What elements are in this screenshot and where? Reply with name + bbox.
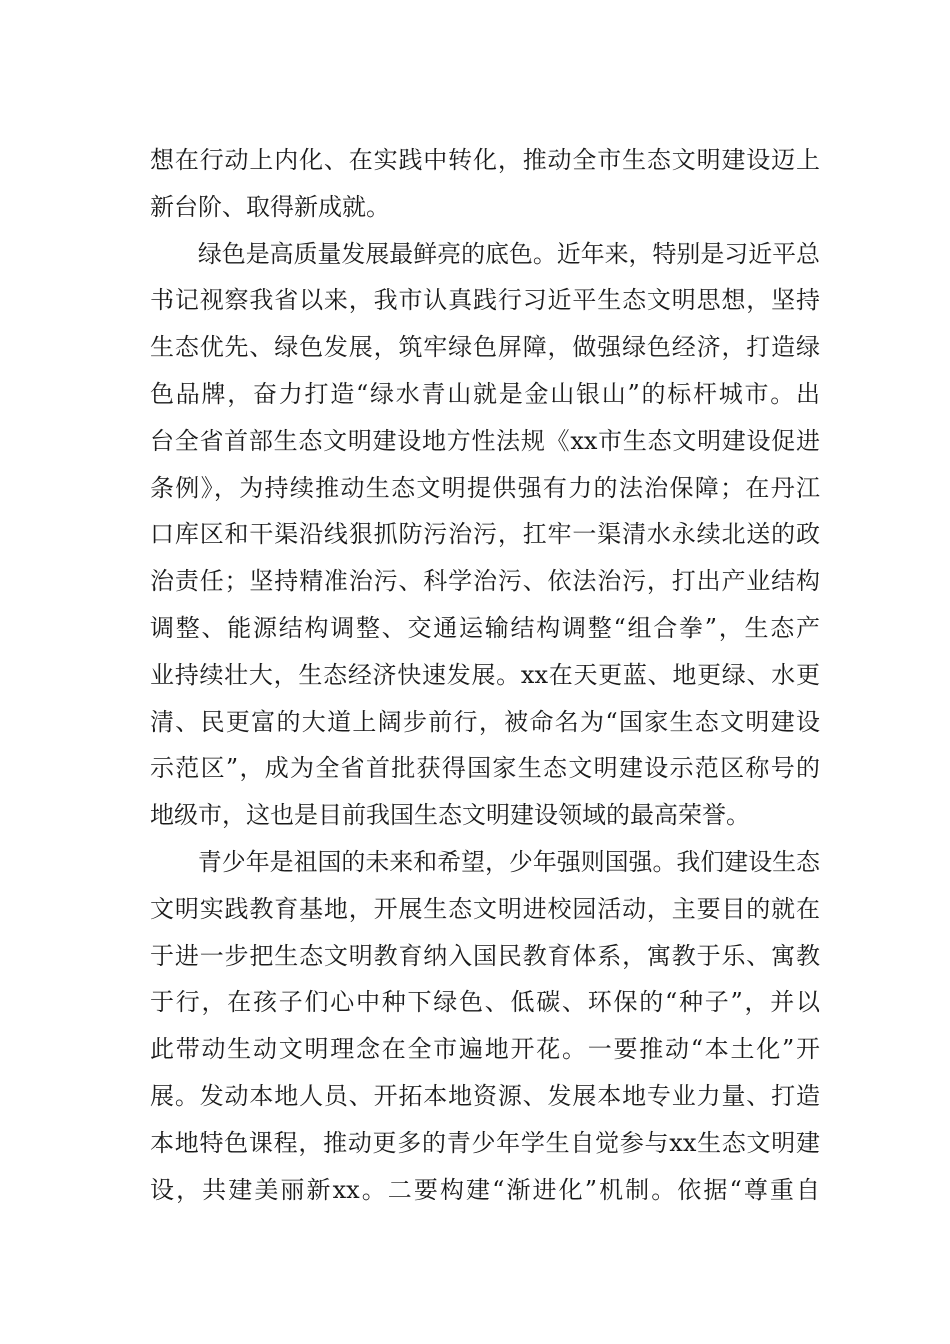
text-line: 色品牌，奋力打造“绿水青山就是金山银山”的标杆城市。出 (150, 379, 820, 408)
document-body (150, 137, 820, 1213)
text-line: 展。发动本地人员、开拓本地资源、发展本地专业力量、打造 (150, 1081, 820, 1110)
text-line: 本地特色课程，推动更多的青少年学生自觉参与xx生态文明建 (150, 1128, 820, 1157)
text-line: 台全省首部生态文明建设地方性法规《xx市生态文明建设促进 (150, 426, 820, 455)
text-line: 此带动生动文明理念在全市遍地开花。一要推动“本土化”开 (150, 1035, 820, 1064)
text-line: 设，共建美丽新xx。二要构建“渐进化”机制。依据“尊重自 (150, 1175, 820, 1204)
text-line: 生态优先、绿色发展，筑牢绿色屏障，做强绿色经济，打造绿 (150, 333, 820, 362)
text-line: 业持续壮大，生态经济快速发展。xx在天更蓝、地更绿、水更 (150, 660, 820, 689)
text-line: 调整、能源结构调整、交通运输结构调整“组合拳”，生态产 (150, 613, 820, 642)
text-line: 地级市，这也是目前我国生态文明建设领域的最高荣誉。 (150, 801, 750, 830)
text-line: 治责任；坚持精准治污、科学治污、依法治污，打出产业结构 (150, 567, 820, 596)
text-line: 于行，在孩子们心中种下绿色、低碳、环保的“种子”，并以 (150, 988, 820, 1017)
text-line: 书记视察我省以来，我市认真践行习近平生态文明思想，坚持 (150, 286, 820, 315)
text-line: 清、民更富的大道上阔步前行，被命名为“国家生态文明建设 (150, 707, 820, 736)
text-line: 文明实践教育基地，开展生态文明进校园活动，主要目的就在 (150, 894, 820, 923)
text-line: 于进一步把生态文明教育纳入国民教育体系，寓教于乐、寓教 (150, 941, 820, 970)
text-line: 条例》，为持续推动生态文明提供强有力的法治保障；在丹江 (150, 473, 820, 502)
text-line: 示范区”，成为全省首批获得国家生态文明建设示范区称号的 (150, 754, 820, 783)
text-line: 想在行动上内化、在实践中转化，推动全市生态文明建设迈上 (150, 146, 820, 174)
text-line: 青少年是祖国的未来和希望，少年强则国强。我们建设生态 (150, 847, 820, 876)
text-line: 绿色是高质量发展最鲜亮的底色。近年来，特别是习近平总 (150, 239, 820, 268)
text-line: 口库区和干渠沿线狠抓防污治污，扛牢一渠清水永续北送的政 (150, 520, 820, 549)
text-line: 新台阶、取得新成就。 (150, 192, 390, 221)
